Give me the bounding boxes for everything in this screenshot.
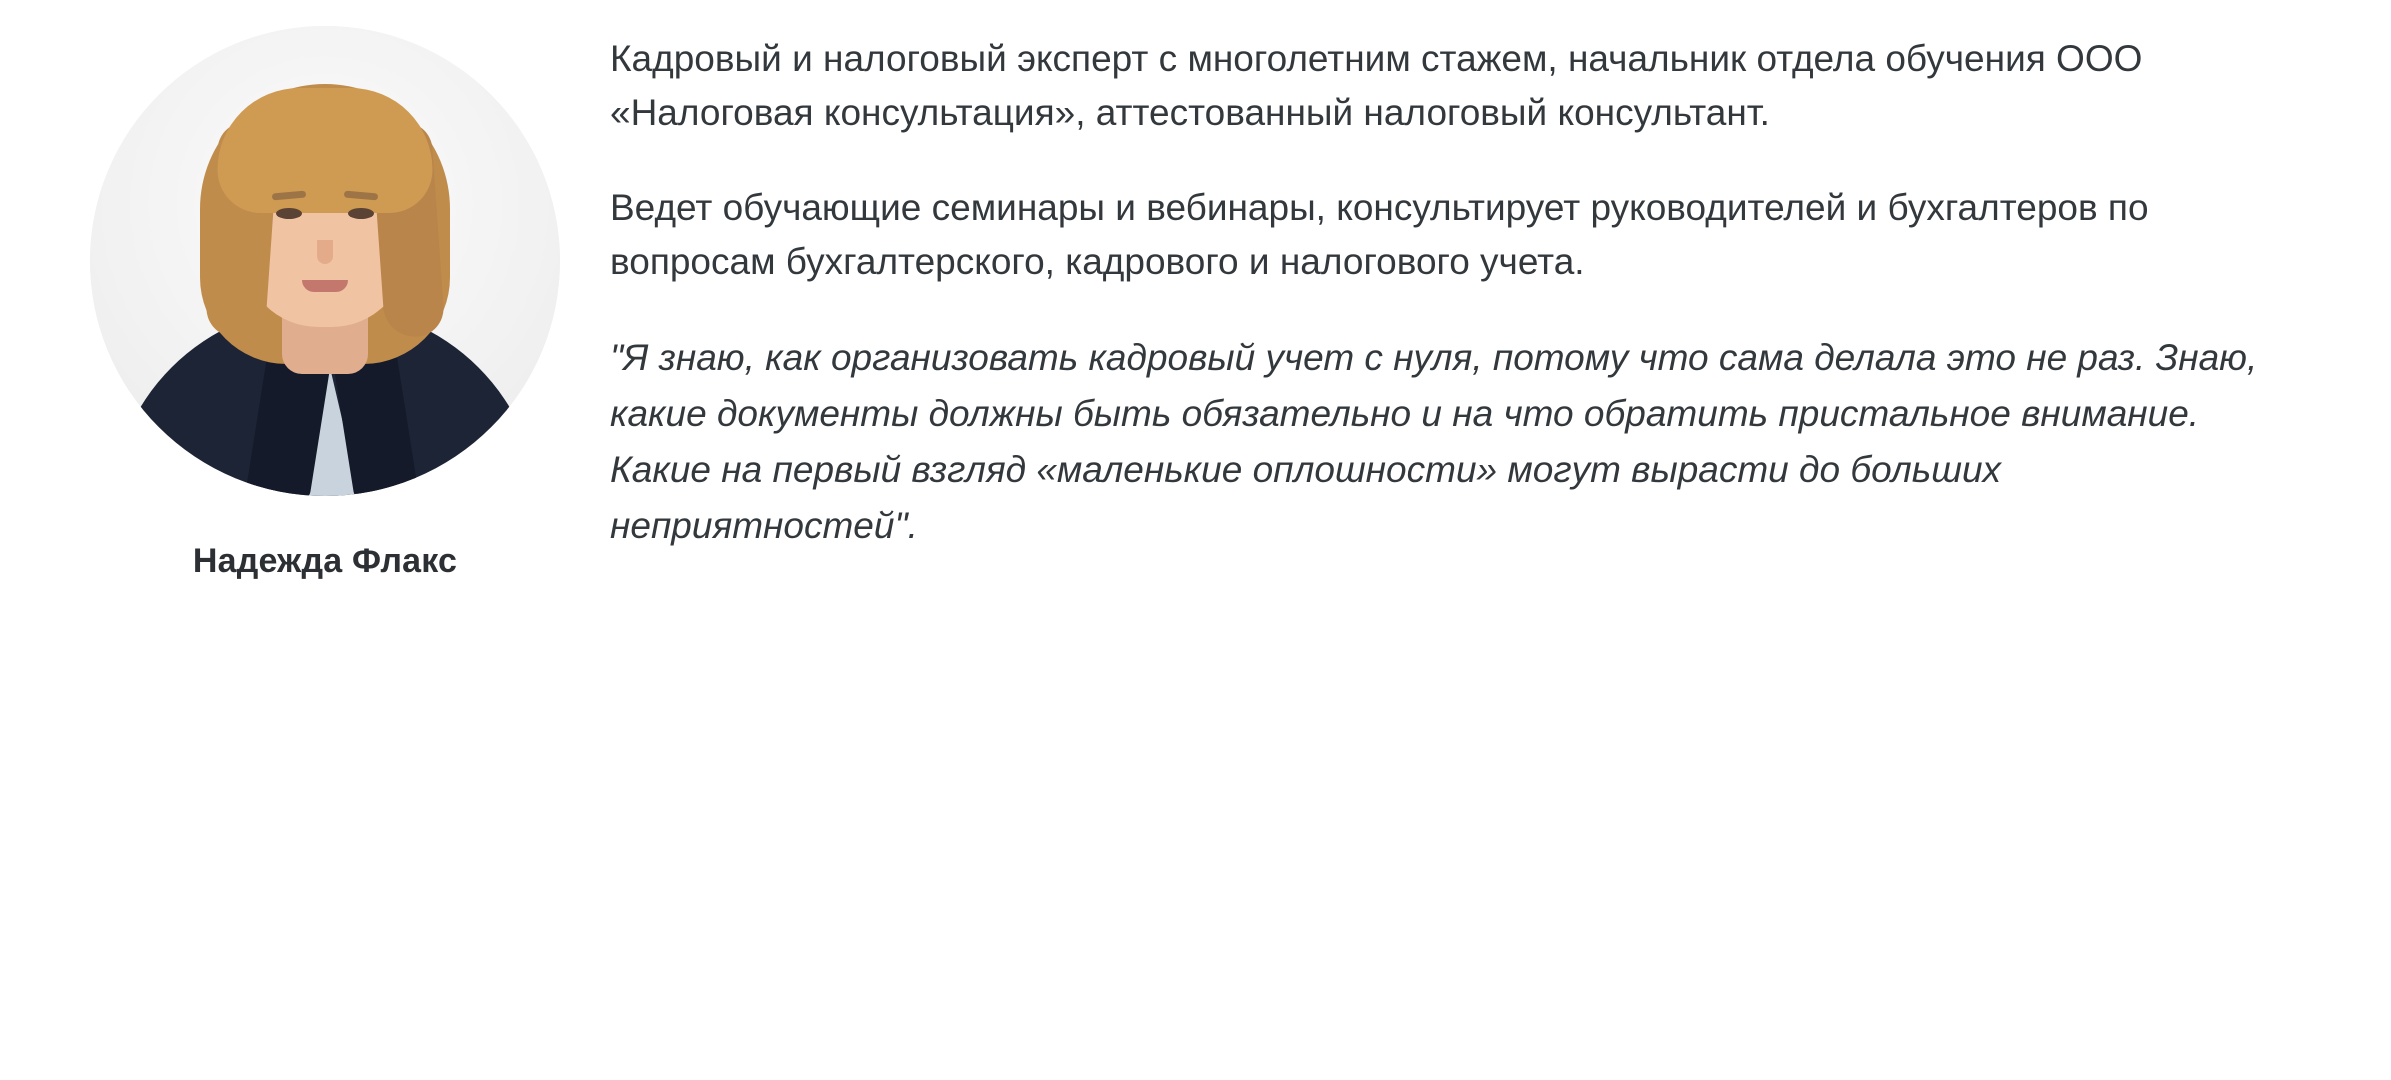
bio-paragraph: Кадровый и налоговый эксперт с многолетним стажем, начальник отдела обучения ООО «Налоговая консультация», аттестованный налоговый консультант. (610, 38, 2143, 134)
expert-profile-column (40, 18, 610, 581)
avatar-eye-left (276, 208, 302, 219)
avatar-mouth (302, 280, 348, 292)
avatar-nose (317, 240, 333, 264)
bio-paragraph: Ведет обучающие семинары и вебинары, консультирует руководителей и бухгалтеров по вопросам бухгалтерского, кадрового и налогового учета. (610, 186, 2149, 283)
expert-name: Надежда Флакс (192, 542, 458, 580)
avatar-eye-right (348, 208, 374, 219)
expert-quote: "Я знаю, как организовать кадровый учет с нуля, потому что сама делала это не раз. Знаю, какие документы должны быть обязательно и на что обратить пристальное внимание. Какие на первый взгляд «маленькие оплошности» могут вырасти до больших неприятностей". (610, 336, 2258, 547)
expert-avatar (90, 26, 560, 496)
avatar-hair-front (218, 88, 433, 213)
expert-bio-column (610, 18, 2331, 554)
